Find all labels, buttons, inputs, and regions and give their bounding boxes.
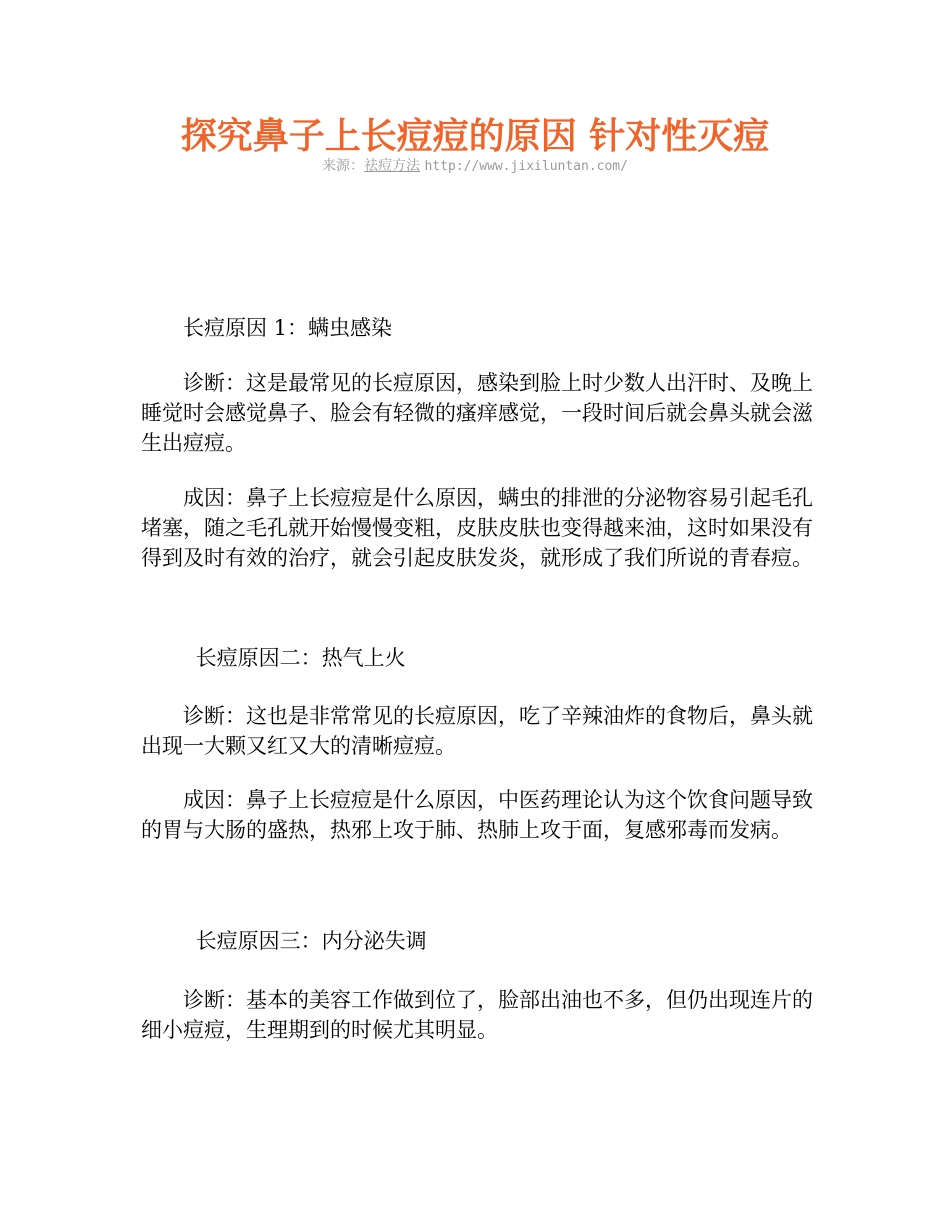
- source-label: 来源：: [322, 158, 365, 174]
- section-heading: 长痘原因三：内分泌失调: [195, 929, 427, 953]
- source-url[interactable]: http://www.jixiluntan.com/: [424, 159, 628, 174]
- cause-paragraph: 成因：鼻子上长痘痘是什么原因，螨虫的排泄的分泌物容易引起毛孔堵塞，随之毛孔就开始慢慢变粗，皮肤皮肤也变得越来油，这时如果没有得到及时有效的治疗，就会引起皮肤发炎，就形成了我们所说的青春痘。: [141, 486, 813, 570]
- diagnosis-paragraph: 诊断：基本的美容工作做到位了，脸部出油也不多，但仍出现连片的细小痘痘，生理期到的时候尤其明显。: [141, 988, 813, 1042]
- diagnosis-paragraph: 诊断：这是最常见的长痘原因，感染到脸上时少数人出汗时、及晚上睡觉时会感觉鼻子、脸会有轻微的瘙痒感觉，一段时间后就会鼻头就会滋生出痘痘。: [141, 371, 813, 455]
- document-title: 探究鼻子上长痘痘的原因 针对性灭痘: [180, 115, 770, 157]
- cause-paragraph: 成因：鼻子上长痘痘是什么原因，中医药理论认为这个饮食问题导致的胃与大肠的盛热，热邪上攻于肺、热肺上攻于面，复感邪毒而发病。: [141, 788, 813, 842]
- source-link[interactable]: 祛痘方法: [364, 158, 421, 174]
- diagnosis-paragraph: 诊断：这也是非常常见的长痘原因，吃了辛辣油炸的食物后，鼻头就出现一大颗又红又大的清晰痘痘。: [141, 704, 813, 758]
- section-heading: 长痘原因二：热气上火: [195, 646, 406, 670]
- source-line: [0, 156, 950, 177]
- section-heading: 长痘原因 1：螨虫感染: [183, 316, 393, 340]
